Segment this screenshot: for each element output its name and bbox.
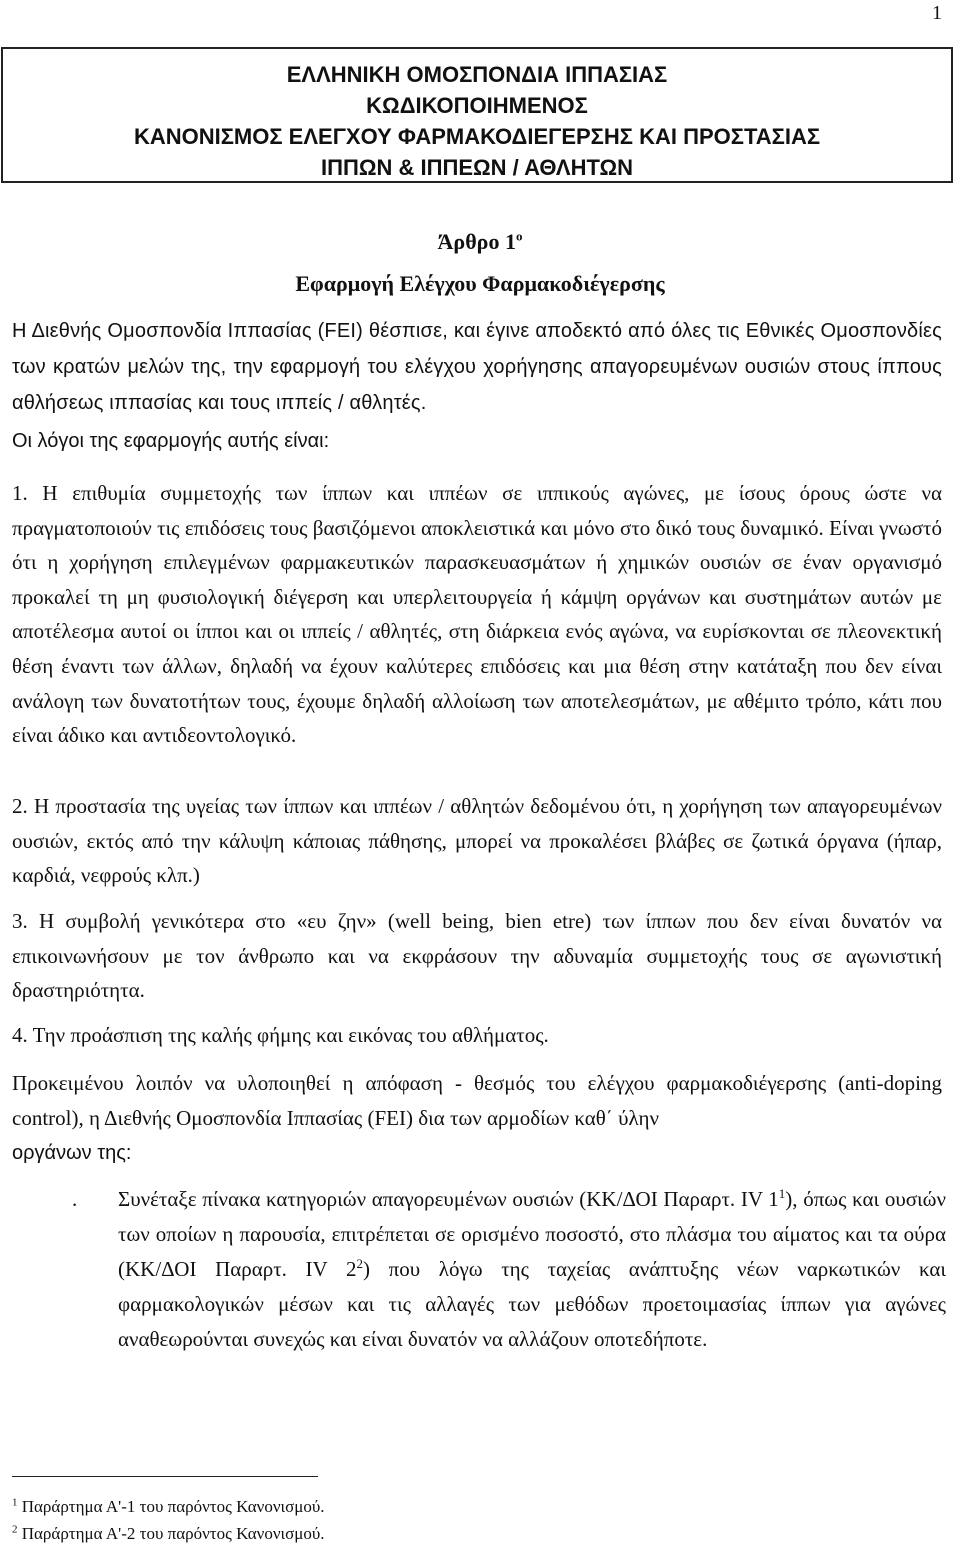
article-number	[0, 229, 960, 255]
footnote-1-number: 1	[12, 1496, 18, 1509]
page-number: 1	[932, 2, 942, 24]
reasons-label: Οι λόγοι της εφαρμογής αυτής είναι:	[12, 430, 330, 452]
footnote-ref-1[interactable]: 1	[778, 1186, 786, 1201]
decision-intro: Προκειμένου λοιπόν να υλοποιηθεί η απόφαση - θεσμός του ελέγχου φαρμακοδιέγερσης (anti-doping control), η Διεθνής Ομοσπονδία Ιππασίας (FEI) δια των αρμοδίων καθ΄ ύλην	[12, 1071, 942, 1130]
reason-1: 1. Η επιθυμία συμμετοχής των ίππων και ιππέων σε ιππικούς αγώνες, με ίσους όρους ώστε να πραγματοποιούν τις επιδόσεις τους βασιζόμενοι αποκλειστικά και μόνο στο δικό τους δυναμικό. Είναι γνωστό ότι η χορήγηση επιλεγμένων φαρμακευτικών παρασκευασμάτων ή χημικών ουσιών σε έναν οργανισμό προκαλεί τη μη φυσιολογική διέγερση και υπερλειτουργεία ή κάμψη οργάνων και συστημάτων αυτών με αποτέλεσμα αυτοί οι ίπποι και οι ιππείς / αθλητές, στη διάρκεια ενός αγώνα, να ευρίσκονται σε πλεονεκτική θέση έναντι των άλλων, δηλαδή να έχουν καλύτερες επιδόσεις και μια θέση στην κατάταξη που δεν είναι ανάλογη των δυνατοτήτων τους, έχουμε δηλαδή αλλοίωση των αποτελεσμάτων, με αθέμιτο τρόπο, κάτι που είναι άδικο και αντιδεοντολογικό.	[12, 481, 942, 748]
list-item-text-3: ) που λόγω της ταχείας ανάπτυξης νέων ναρκωτικών και φαρμακολογικών μέσων και τις αλλαγές των μεθόδων προετοιμασίας ίππων για αγώνες αναθεωρούνται συνεχώς και είναι δυνατόν να αλλάζουν οποτεδήποτε.	[118, 1257, 946, 1351]
article-title: Εφαρμογή Ελέγχου Φαρμακοδιέγερσης	[295, 271, 665, 296]
reason-2: 2. Η προστασία της υγείας των ίππων και ιππέων / αθλητών δεδομένου ότι, η χορήγηση των απαγορευμένων ουσιών, εκτός από την κάλυψη κάποιας πάθησης, μπορεί να προκαλέσει βλάβες σε ζωτικά όργανα (ήπαρ, καρδιά, νεφρούς κλπ.)	[12, 794, 942, 888]
list-item	[72, 1182, 946, 1357]
footnote-ref-2[interactable]: 2	[356, 1256, 363, 1271]
title-line-2: ΚΩΔΙΚΟΠΟΙΗΜΕΝΟΣ	[366, 93, 588, 118]
reason-3: 3. Η συμβολή γενικότερα στο «ευ ζην» (well being, bien etre) των ίππων που δεν είναι δυνατόν να επικοινωνήσουν με τον άνθρωπο και να εκφράσουν την αδυναμία συμμετοχής τους σε αγωνιστική δραστηριότητα.	[12, 909, 942, 1003]
list-item-text-1: Συνέταξε πίνακα κατηγοριών απαγορευμένων ουσιών (ΚΚ/ΔΟΙ Παραρτ. IV 1	[118, 1187, 779, 1211]
footnote-divider	[12, 1476, 318, 1477]
title-line-3: ΚΑΝΟΝΙΣΜΟΣ ΕΛΕΓΧΟΥ ΦΑΡΜΑΚΟΔΙΕΓΕΡΣΗΣ ΚΑΙ ΠΡΟΣΤΑΣΙΑΣ	[133, 124, 821, 149]
title-line-4: ΙΠΠΩΝ & ΙΠΠΕΩΝ / ΑΘΛΗΤΩΝ	[320, 155, 634, 180]
reason-4: 4. Την προάσπιση της καλής φήμης και εικόνας του αθλήματος.	[12, 1023, 549, 1047]
intro-paragraph: Η Διεθνής Ομοσπονδία Ιππασίας (FEI) θέσπισε, και έγινε αποδεκτό από όλες τις Εθνικές Ομοσπονδίες των κρατών μελών της, την εφαρμογή του ελέγχου χορήγησης απαγορευμένων ουσιών στους ίππους αθλήσεως ιππασίας και τους ιππείς / αθλητές.	[12, 320, 942, 414]
article-number-sup: ο	[515, 228, 523, 244]
list-item-text-2: ), όπως και ουσιών των οποίων η παρουσία, επιτρέπεται σε ορισμένο ποσοστό, στο πλάσμα του αίματος και τα ούρα (ΚΚ/ΔΟΙ Παραρτ. IV 2	[118, 1187, 946, 1281]
footnote-2-text: Παράρτημα Α'-2 του παρόντος Κανονισμού.	[21, 1524, 325, 1543]
footnote-2	[12, 1524, 325, 1544]
decision-organs: οργάνων της:	[12, 1142, 132, 1164]
list-bullet: .	[72, 1187, 78, 1211]
footnote-2-number: 2	[12, 1523, 18, 1536]
title-line-1: ΕΛΛΗΝΙΚΗ ΟΜΟΣΠΟΝΔΙΑ ΙΠΠΑΣΙΑΣ	[286, 62, 668, 87]
article-number-text: Άρθρο 1	[437, 229, 516, 254]
footnote-1-text: Παράρτημα Α'-1 του παρόντος Κανονισμού.	[21, 1497, 325, 1516]
footnote-1	[12, 1497, 325, 1517]
document-title-box	[1, 47, 953, 183]
